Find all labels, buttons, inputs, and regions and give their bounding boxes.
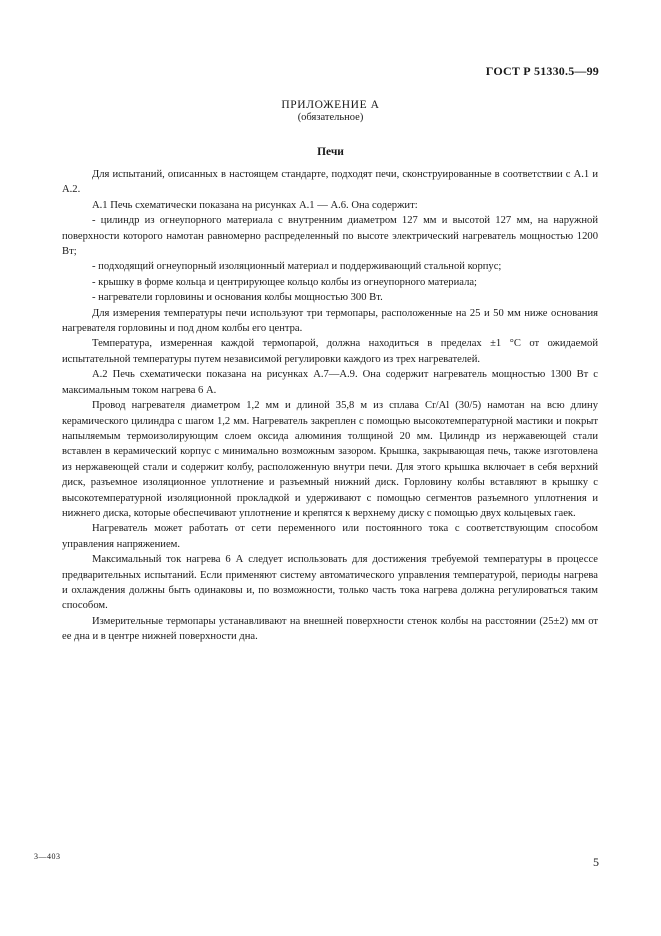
paragraph: Измерительные термопары устанавливают на внешней поверхности стенок колбы на расстоянии (25±2) мм от ее дна и в центре нижней поверхности дна. [62, 615, 598, 643]
list-item: - подходящий огнеупорный изоляционный материал и поддерживающий стальной корпус; [92, 261, 502, 273]
paragraph: Провод нагревателя диаметром 1,2 мм и длиной 35,8 м из сплава Cr/Al (30/5) намотан на всю длину керамического цилиндра с шагом 1,2 мм. Нагреватель закреплен с помощью высокотемпературной мастики и покрыт напыляемым термоизолирующим слоем оксида алюминия толщиной 20 мм. Цилиндр из нержавеющей стали вставлен в керамический корпус с минимально возможным зазором. Крышка, закрывающая печь, также изготовлена из нержавеющей стали и содержит колбу, расположенную внутри печи. Для этого крышка включает в себя верхний диск, разъемное изоляционное уплотнение и разъемный нижний диск. Горловину колбы вставляют в крышку с высокотемпературной изоляционной прокладкой и удерживают с помощью сегментов разъемного уплотнения и нижнего диска, которые обеспечивают уплотнение и крепятся к верхнему диску с помощью двух кольцевых гаек. [62, 400, 598, 519]
footer-print-mark: 3—403 [34, 852, 61, 861]
paragraph: Максимальный ток нагрева 6 А следует использовать для достижения требуемой температуры в процессе предварительных испытаний. Если применяют систему автоматического управления температурой, периоды нагрева и охлаждения должны быть одинаковы и, по возможности, только часть тока нагрева должна регулироваться таким способом. [62, 554, 598, 612]
section-title: Печи [317, 146, 344, 158]
paragraph: А.1 Печь схематически показана на рисунках А.1 — А.6. Она содержит: [92, 199, 418, 211]
list-item: - нагреватели горловины и основания колбы мощностью 300 Вт. [92, 292, 383, 304]
list-item: - крышку в форме кольца и центрирующее кольцо колбы из огнеупорного материала; [92, 276, 477, 288]
appendix-status: (обязательное) [297, 112, 364, 123]
list-item: - цилиндр из огнеупорного материала с внутренним диаметром 127 мм и высотой 127 мм, на наружной поверхности которого намотан равномерно распределенный по высоте электрический нагреватель мощностью 1200 Вт; [62, 215, 598, 258]
appendix-title: ПРИЛОЖЕНИЕ А [281, 99, 380, 111]
document-code: ГОСТ Р 51330.5—99 [485, 64, 599, 78]
paragraph: Для испытаний, описанных в настоящем стандарте, подходят печи, сконструированные в соответствии с А.1 и А.2. [62, 169, 598, 196]
body-text [62, 167, 598, 645]
paragraph: Для измерения температуры печи используют три термопары, расположенные на 25 и 50 мм ниже основания нагревателя горловины и под дном колбы его центра. [62, 307, 598, 335]
paragraph: Температура, измеренная каждой термопарой, должна находиться в пределах ±1 °С от ожидаемой испытательной температуры путем независимой регулировки каждого из трех нагревателей. [62, 338, 598, 365]
page-number: 5 [593, 855, 599, 869]
paragraph: Нагреватель может работать от сети переменного или постоянного тока с соответствующим способом управления напряжением. [62, 523, 598, 550]
paragraph: А.2 Печь схематически показана на рисунках А.7—А.9. Она содержит нагреватель мощностью 1300 Вт с максимальным током нагрева 6 А. [62, 369, 598, 396]
